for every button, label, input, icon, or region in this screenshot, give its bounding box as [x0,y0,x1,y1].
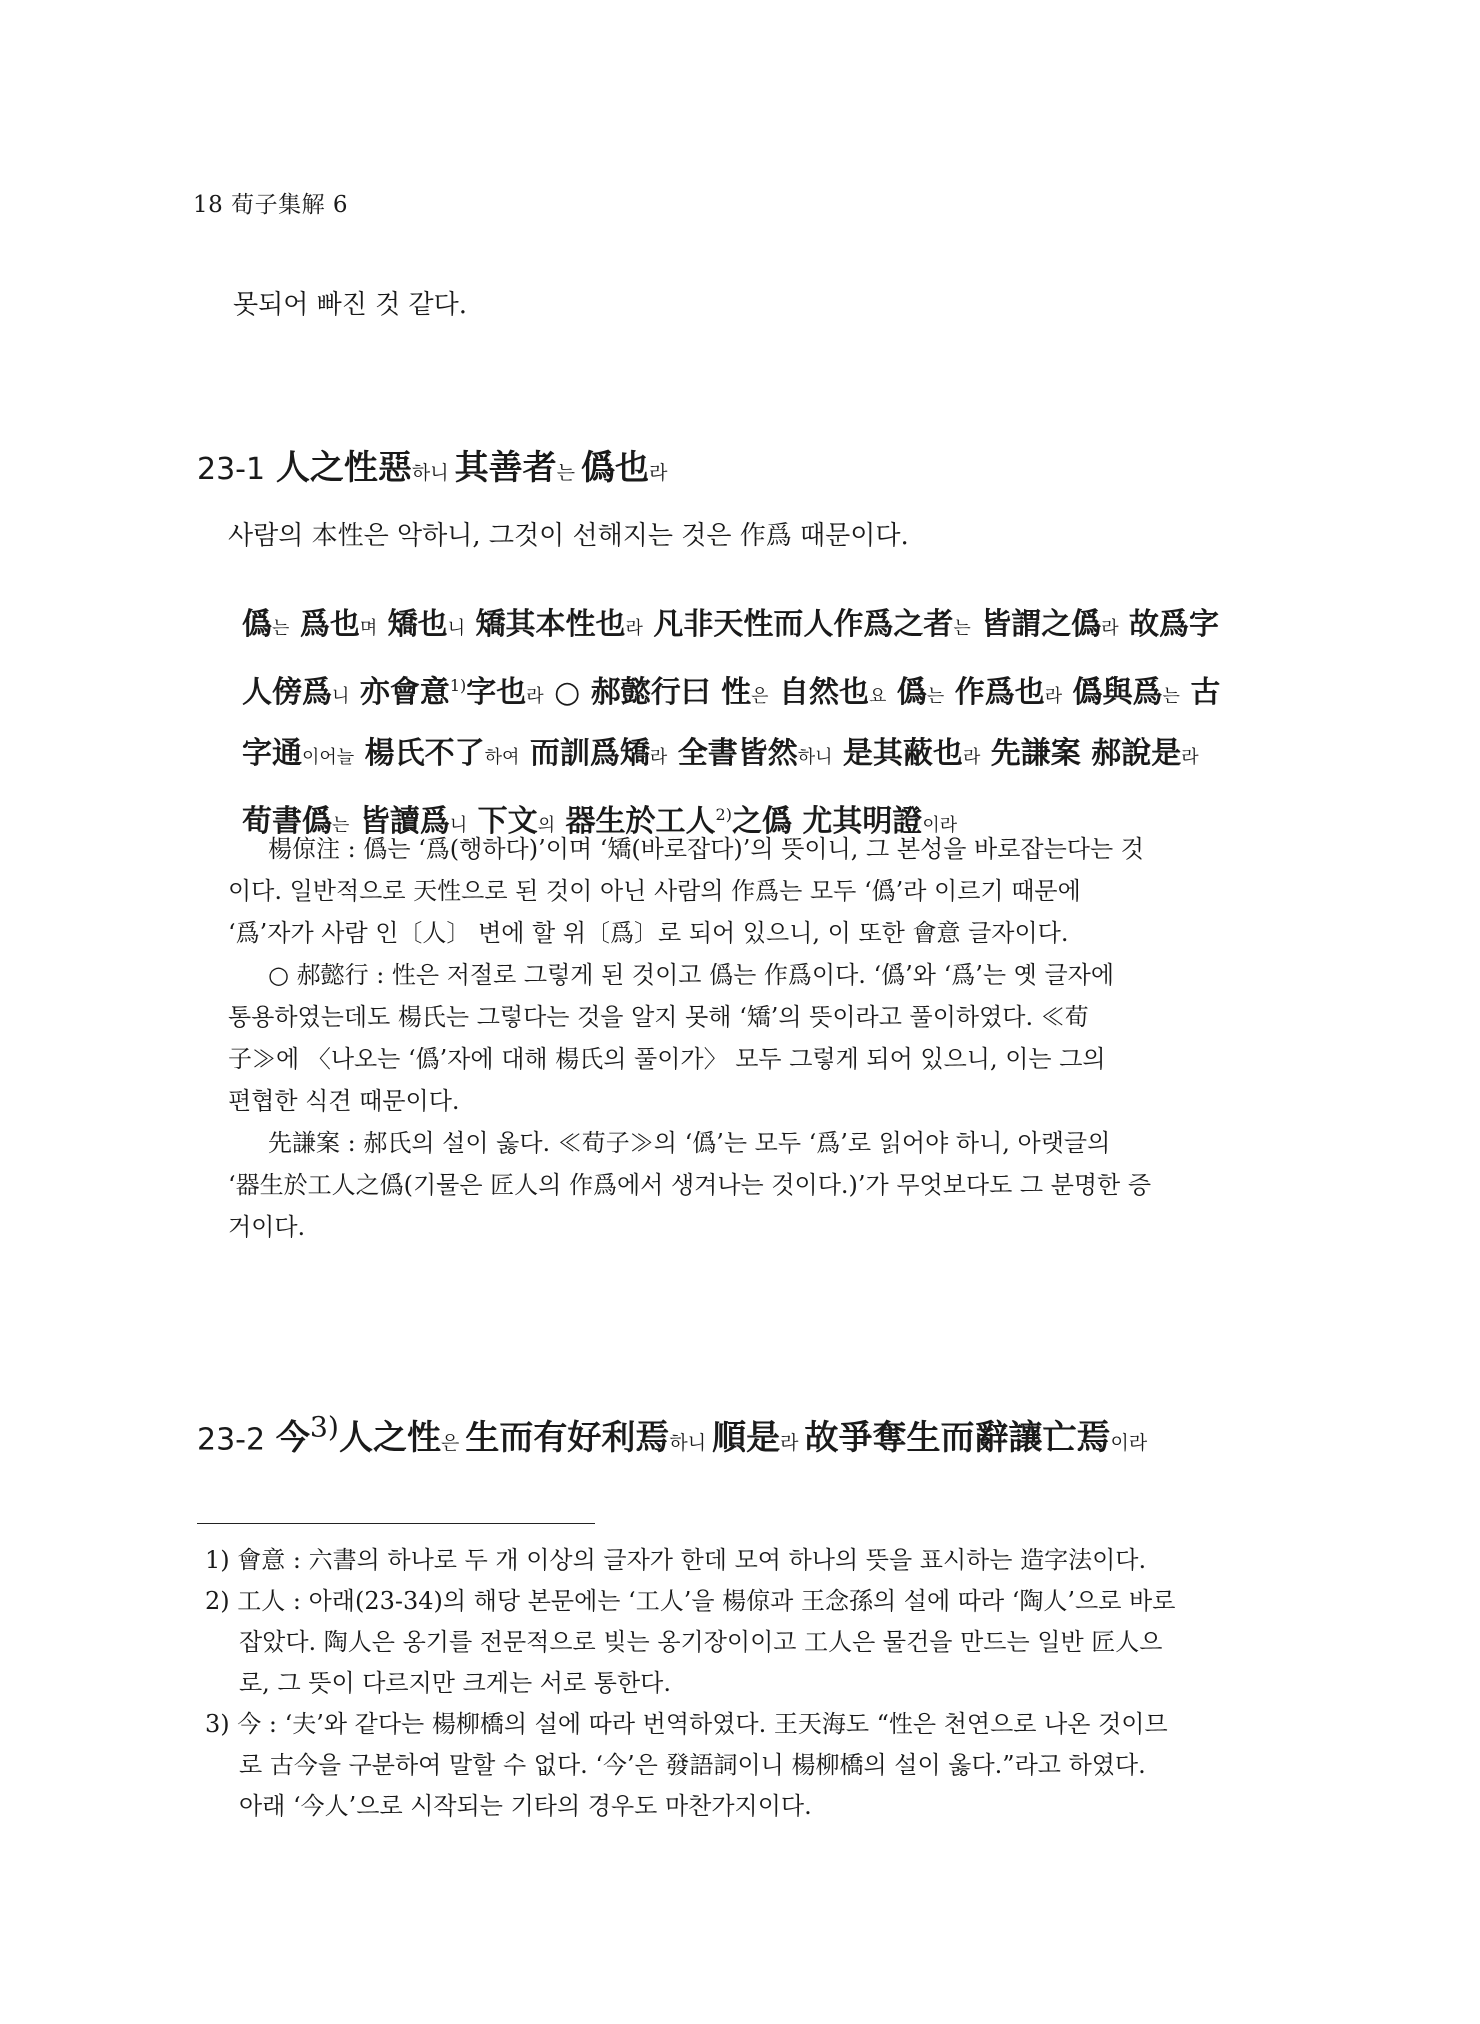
commentary-line: 字通이어늘 楊氏不了하여 而訓爲矯라 全書皆然하니 是其蔽也라 先謙案 郝說是라 [242,736,1199,771]
note-line: 통용하였는데도 楊氏는 그렇다는 것을 알지 못해 ‘矯’의 뜻이라고 풀이하였다. ≪荀 [228,1003,1089,1031]
footnote-divider [197,1523,595,1524]
note-line: 子≫에 〈나오는 ‘僞’자에 대해 楊氏의 풀이가〉 모두 그렇게 되어 있으니, 이는 그의 [228,1045,1106,1073]
note-line: 편협한 식견 때문이다. [228,1087,460,1115]
commentary-line: 荀書僞는 皆讀爲니 下文의 器生於工人$^{2)}$之僞 尤其明證이라 [242,804,958,839]
section-number: 23-2 [197,1422,266,1458]
heading-part: 는 [556,462,582,484]
heading-part: 은 [440,1432,466,1455]
section-text [275,1411,1148,1459]
commentary-line: 僞는 爲也며 矯也니 矯其本性也라 凡非天性而人作爲之者는 皆謂之僞라 故爲字 [242,607,1220,642]
heading-part: 生而有好利焉 [465,1418,670,1459]
section-text [276,448,668,488]
heading-part: 이라 [1110,1432,1148,1455]
note-line: 이다. 일반적으로 天性으로 된 것이 아닌 사람의 作爲는 모두 ‘僞’라 이르기 때문에 [228,877,1081,905]
heading-part: 라 [780,1432,805,1455]
heading-part: 라 [649,462,668,484]
footnote-line: 아래 ‘今人’으로 시작되는 기타의 경우도 마찬가지이다. [239,1792,812,1820]
note-line: ‘爲’자가 사람 인〔人〕 변에 할 위〔爲〕로 되어 있으니, 이 또한 會意 글자이다. [228,919,1069,947]
note-line: 楊倞注 : 僞는 ‘爲(행하다)’이며 ‘矯(바로잡다)’의 뜻이니, 그 본성을 바로잡는다는 것 [268,835,1144,863]
heading-part: 順是 [712,1418,781,1459]
heading-part: 하니 [669,1432,713,1455]
commentary-block [242,596,1300,854]
heading-part: 其善者 [454,448,557,488]
heading-part: 故爭奪生而辭讓亡焉 [804,1418,1111,1459]
footnote-line: 로 古今을 구분하여 말할 수 없다. ‘今’은 發語詞이니 楊柳橋의 설이 옳다.”라고 하였다. [239,1751,1146,1779]
heading-part: 人之性惡 [275,448,412,488]
note-line: ○ 郝懿行 : 性은 저절로 그렇게 된 것이고 僞는 作爲이다. ‘僞’와 ‘爲’는 옛 글자에 [268,961,1115,989]
note-line: ‘器生於工人之僞(기물은 匠人의 作爲에서 생겨나는 것이다.)’가 무엇보다도 그 분명한 증 [228,1171,1152,1199]
heading-part: 3) [309,1411,339,1444]
heading-part: 僞也 [581,448,650,488]
section-translation: 사람의 本性은 악하니, 그것이 선해지는 것은 作爲 때문이다. [228,521,909,551]
heading-part: 人之性 [338,1418,441,1459]
footnote-line: 2) 工人 : 아래(23-34)의 해당 본문에는 ‘工人’을 楊倞과 王念孫의 설에 따라 ‘陶人’으로 바로 [205,1587,1176,1615]
footnotes [205,1540,1305,1827]
note-line: 先謙案 : 郝氏의 설이 옳다. ≪荀子≫의 ‘僞’는 모두 ‘爲’로 읽어야 하니, 아랫글의 [268,1129,1111,1157]
footnote-line: 3) 今 : ‘夫’와 같다는 楊柳橋의 설에 따라 번역하였다. 王天海도 “性은 천연으로 나온 것이므 [205,1710,1168,1738]
section-number: 23-1 [197,452,266,487]
heading-part: 今 [275,1418,310,1459]
commentary-line: 人傍爲니 亦會意$^{1)}$字也라 ○ 郝懿行曰 性은 自然也요 僞는 作爲也라 僞與爲는 古 [242,675,1221,710]
running-head: 18 荀子集解 6 [193,192,349,218]
footnote-line: 1) 會意 : 六書의 하나로 두 개 이상의 글자가 한데 모여 하나의 뜻을 표시하는 造字法이다. [205,1546,1147,1574]
section-heading-23-1 [197,446,667,495]
footnote-line: 로, 그 뜻이 다르지만 크게는 서로 통한다. [239,1669,671,1697]
section-heading-23-2 [197,1406,1147,1465]
heading-part: 하니 [411,462,455,484]
continuation-text: 못되어 빠진 것 같다. [233,290,467,320]
translation-notes [228,828,1300,1248]
footnote-line: 잡았다. 陶人은 옹기를 전문적으로 빚는 옹기장이이고 工人은 물건을 만드는 일반 匠人으 [239,1628,1163,1656]
note-line: 거이다. [228,1213,306,1241]
